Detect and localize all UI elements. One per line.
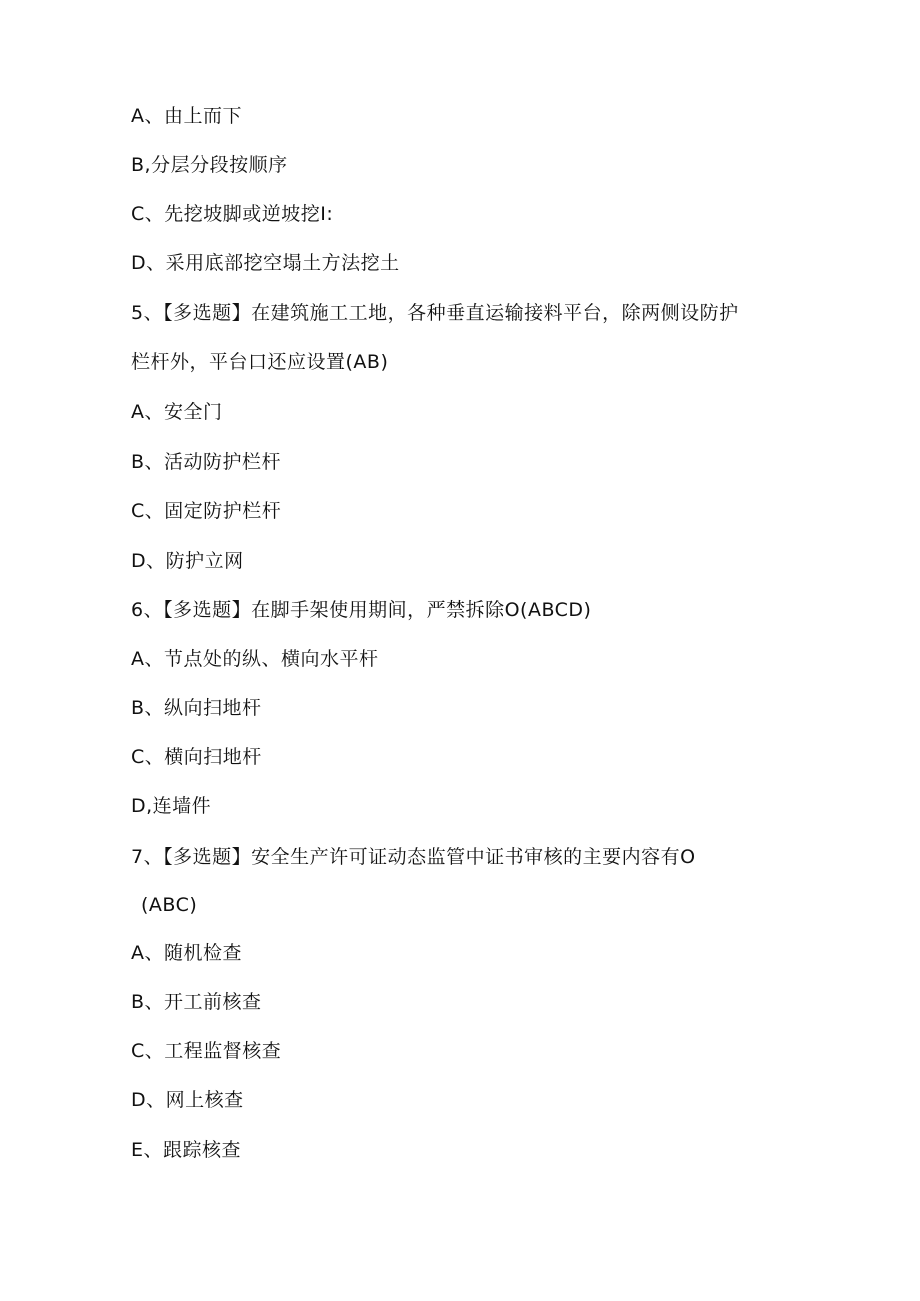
q7-option-e: E、跟踪核查 (131, 1139, 242, 1161)
q7-option-a: A、随机检查 (131, 942, 242, 964)
question-7-text: 7、【多选题】安全生产许可证动态监管中证书审核的主要内容有O (131, 846, 696, 868)
option-c-line: C、先挖坡脚或逆坡挖I: (131, 203, 334, 225)
option-a-line: A、由上而下 (131, 105, 242, 127)
option-d-line: D、采用底部挖空塌土方法挖土 (131, 252, 400, 274)
q6-option-a: A、节点处的纵、横向水平杆 (131, 648, 379, 670)
q5-option-b: B、活动防护栏杆 (131, 451, 282, 473)
q5-option-d: D、防护立网 (131, 550, 244, 572)
option-b-line: B,分层分段按顺序 (131, 154, 288, 176)
q5-option-a: A、安全门 (131, 401, 223, 423)
q5-option-c: C、固定防护栏杆 (131, 500, 282, 522)
question-5-text-continued: 栏杆外，平台口还应设置(AB) (131, 351, 389, 373)
q7-option-b: B、开工前核查 (131, 991, 262, 1013)
q6-option-b: B、纵向扫地杆 (131, 697, 262, 719)
q6-option-c: C、横向扫地杆 (131, 746, 262, 768)
question-7-answer: (ABC) (141, 894, 198, 916)
q7-option-d: D、网上核查 (131, 1089, 244, 1111)
question-6-text: 6、【多选题】在脚手架使用期间，严禁拆除O(ABCD) (131, 599, 592, 621)
q7-option-c: C、工程监督核查 (131, 1040, 282, 1062)
q6-option-d: D,连墙件 (131, 795, 212, 817)
question-5-text: 5、【多选题】在建筑施工工地，各种垂直运输接料平台，除两侧设防护 (131, 302, 739, 324)
